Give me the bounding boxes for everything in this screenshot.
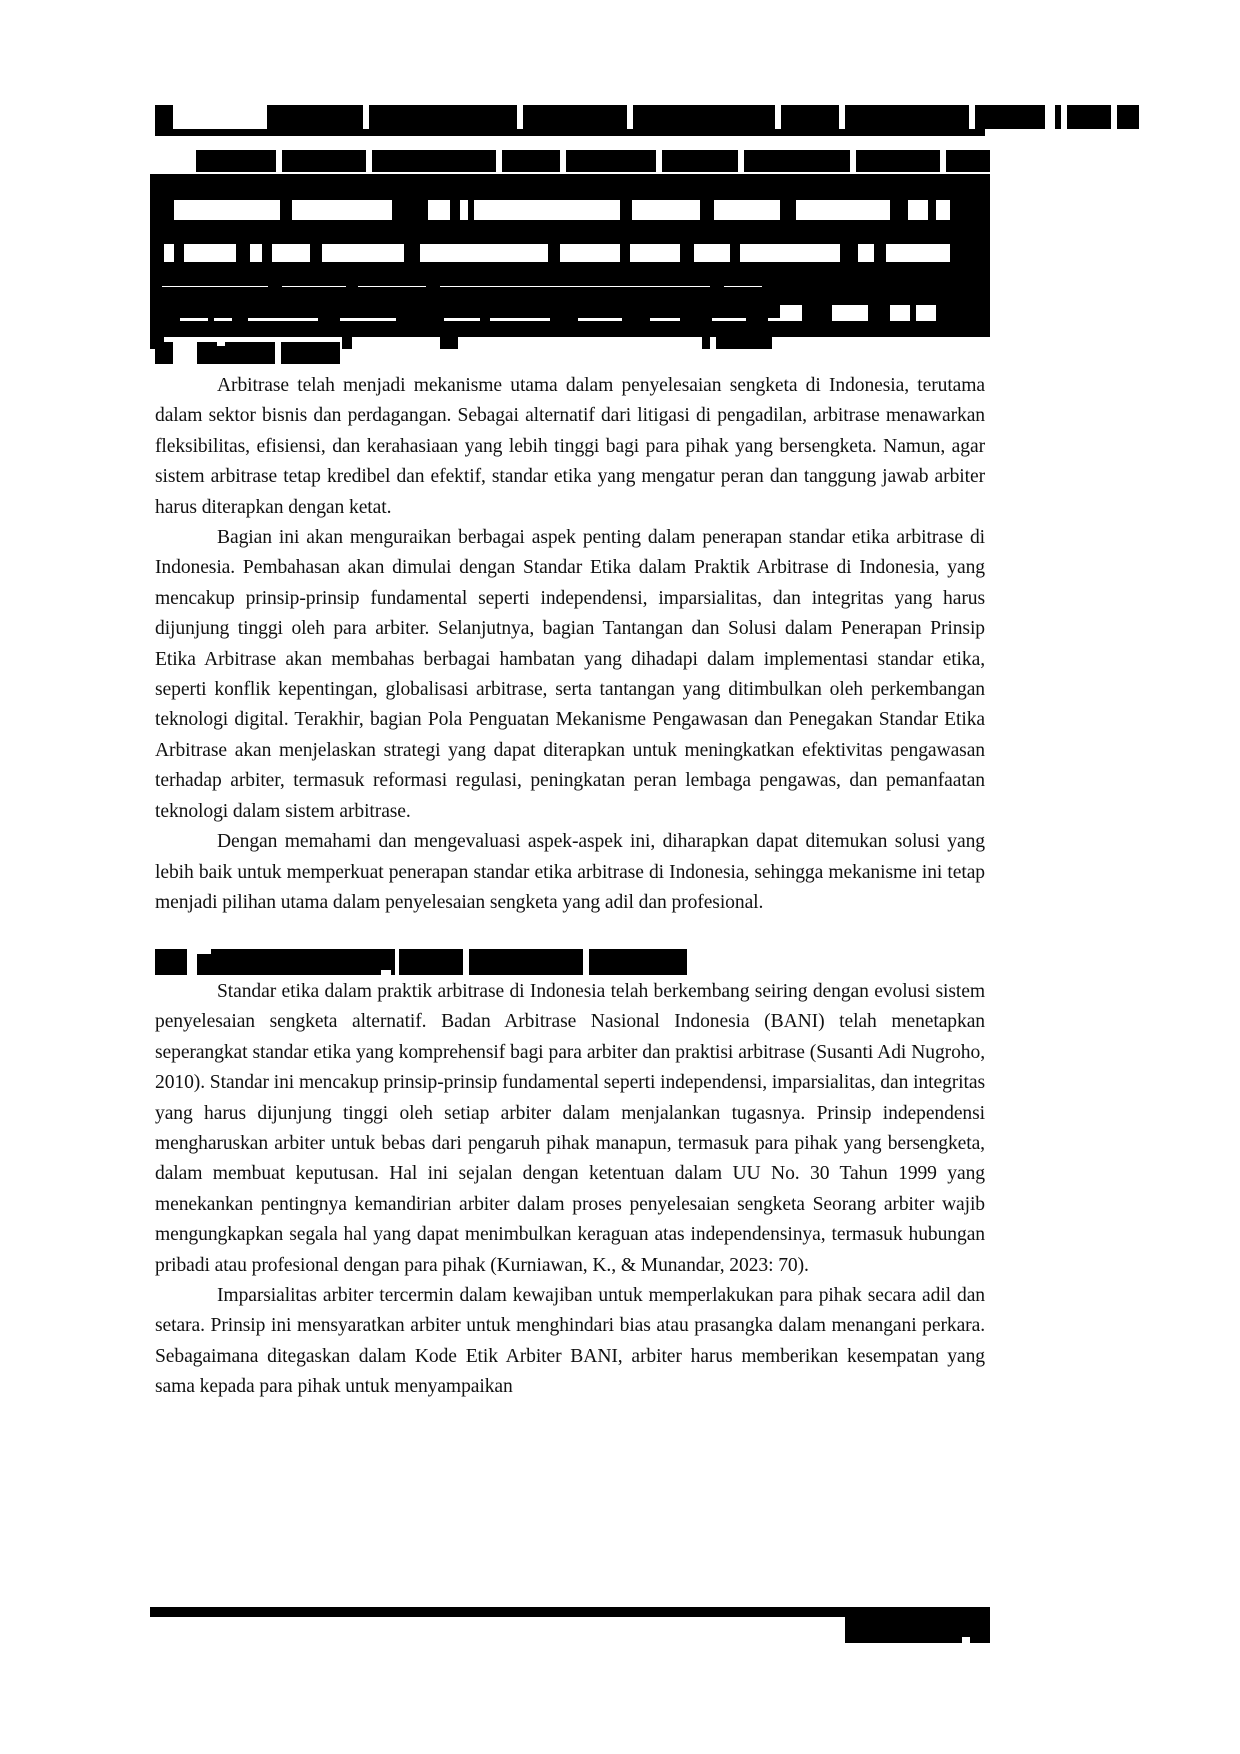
redacted-abstract-block-lower <box>150 287 990 349</box>
redacted-title-line-1 <box>155 105 985 129</box>
redacted-footer-bar <box>150 1607 990 1617</box>
section-one-body <box>155 371 985 918</box>
paragraph: Dengan memahami dan mengevaluasi aspek-aspek ini, diharapkan dapat ditemukan solusi yang lebih baik untuk memperkuat penerapan standar etika arbitrase di Indonesia, sehingga mekanisme ini tetap menjadi pilihan utama dalam penyelesaian sengketa yang adil dan profesional. <box>155 831 985 913</box>
paragraph: Imparsialitas arbiter tercermin dalam kewajiban untuk memperlakukan para pihak secara adil dan setara. Prinsip ini mensyaratkan arbiter untuk menghindari bias atau prasangka dalam menangani perkara. Sebagaimana ditegaskan dalam Kode Etik Arbiter BANI, arbiter harus memberikan kesempatan yang sama kepada para pihak untuk menyampaikan <box>155 1285 985 1398</box>
paragraph: Bagian ini akan menguraikan berbagai aspek penting dalam penerapan standar etika arbitrase di Indonesia. Pembahasan akan dimulai dengan Standar Etika dalam Praktik Arbitrase di Indonesia, yang mencakup prinsip-prinsip fundamental seperti independensi, imparsialitas, dan integritas yang harus dijunjung tinggi oleh para arbiter. Selanjutnya, bagian Tantangan dan Solusi dalam Penerapan Prinsip Etika Arbitrase akan membahas berbagai hambatan yang dihadapi dalam implementasi standar etika, seperti konflik kepentingan, globalisasi arbitrase, serta tantangan yang ditimbulkan oleh perkembangan teknologi digital. Terakhir, bagian Pola Penguatan Mekanisme Pengawasan dan Penegakan Standar Etika Arbitrase akan menjelaskan strategi yang dapat diterapkan untuk meningkatkan efektivitas pengawasan terhadap arbiter, termasuk reformasi regulasi, peningkatan peran lembaga pengawas, dan pemanfaatan teknologi dalam sistem arbitrase. <box>155 527 985 822</box>
redacted-title-underline <box>155 129 985 136</box>
redacted-abstract-tail <box>150 300 780 318</box>
redacted-heading-pendahuluan <box>155 342 340 364</box>
redacted-footer-page-number-notch <box>962 1637 970 1645</box>
section-two-body <box>155 977 985 1403</box>
paragraph: Standar etika dalam praktik arbitrase di Indonesia telah berkembang seiring dengan evolusi sistem penyelesaian sengketa alternatif. Badan Arbitrase Nasional Indonesia (BANI) telah menetapkan seperangkat standar etika yang komprehensif bagi para arbiter dan praktisi arbitrase (Susanti Adi Nugroho, 2010). Standar ini mencakup prinsip-prinsip fundamental seperti independensi, imparsialitas, dan integritas yang harus dijunjung tinggi oleh setiap arbiter dalam menjalankan tugasnya. Prinsip independensi mengharuskan arbiter untuk bebas dari pengaruh pihak manapun, termasuk para pihak yang bersengketa, dalam membuat keputusan. Hal ini sejalan dengan ketentuan dalam UU No. 30 Tahun 1999 yang menekankan pentingnya kemandirian arbiter dalam proses penyelesaian sengketa Seorang arbiter wajib mengungkapkan segala hal yang dapat menimbulkan keraguan atas independensinya, termasuk hubungan pribadi atau profesional dengan para pihak (Kurniawan, K., & Munandar, 2023: 70). <box>155 981 985 1276</box>
redacted-heading-standar-etika <box>155 949 687 975</box>
paragraph: Arbitrase telah menjadi mekanisme utama dalam penyelesaian sengketa di Indonesia, terutama dalam sektor bisnis dan perdagangan. Sebagai alternatif dari litigasi di pengadilan, arbitrase menawarkan fleksibilitas, efisiensi, dan kerahasiaan yang lebih tinggi bagi para pihak yang bersengketa. Namun, agar sistem arbitrase tetap kredibel dan efektif, standar etika yang mengatur peran dan tanggung jawab arbiter harus diterapkan dengan ketat. <box>155 375 985 518</box>
